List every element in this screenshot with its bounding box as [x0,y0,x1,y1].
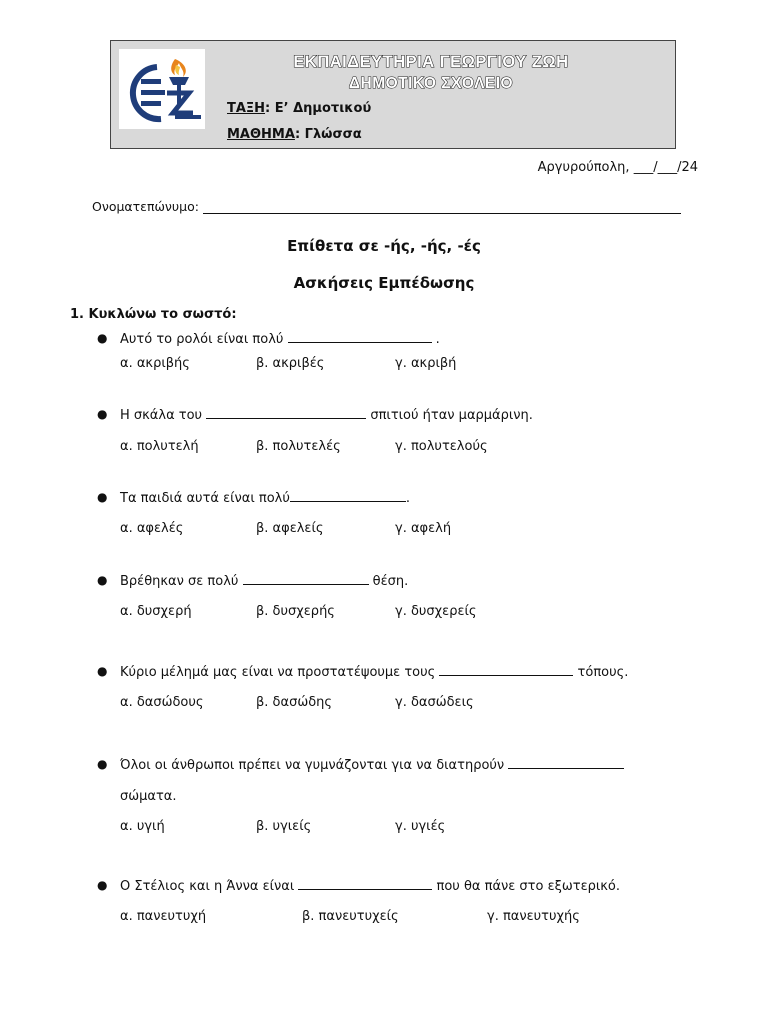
question-text [120,332,677,347]
answer-blank[interactable] [206,408,366,419]
school-name: ΕΚΠΑΙΔΕΥΤΗΡΙΑ ΓΕΩΡΓΙΟΥ ΖΩΗ [293,53,569,71]
answer-blank[interactable] [508,758,624,769]
option-a[interactable]: α. υγιή [120,819,165,834]
question-6-continuation [97,789,677,804]
answer-blank[interactable] [298,879,432,890]
option-c[interactable]: γ. πανευτυχής [487,909,580,924]
question-text-after: . [431,332,440,347]
option-a[interactable]: α. αφελές [120,521,184,536]
question-text-before: Αυτό το ρολόι είναι πολύ [120,332,288,347]
date-line: Αργυρούπολη, ___/___/24 [537,160,698,175]
worksheet-subtitle: Ασκήσεις Εμπέδωσης [293,274,475,292]
question-4 [97,574,677,589]
option-a[interactable]: α. πολυτελή [120,439,199,454]
answer-blank[interactable] [243,574,369,585]
answer-blank[interactable] [288,332,432,343]
question-text-before: Η σκάλα του [120,408,207,423]
question-1 [97,332,677,347]
question-text-before: Ο Στέλιος και η Άννα είναι [120,879,299,894]
question-continuation-text: σώματα. [120,789,177,804]
question-2 [97,408,677,423]
subject-label: ΜΑΘΗΜΑ [227,127,295,142]
worksheet-title: Επίθετα σε -ής, -ής, -ές [287,237,481,255]
question-text [120,758,677,773]
option-a[interactable]: α. δασώδους [120,695,204,710]
question-text-after: θέση. [368,574,409,589]
bullet-icon: ● [97,490,108,504]
question-text-before: Βρέθηκαν σε πολύ [120,574,243,589]
school-type: ΔΗΜΟΤΙΚΟ ΣΧΟΛΕΙΟ [348,75,514,92]
bullet-icon: ● [97,573,108,587]
name-blank[interactable] [203,202,681,214]
subject-line [227,127,362,142]
question-text-before: Όλοι οι άνθρωποι πρέπει να γυμνάζονται για να διατηρούν [120,758,509,773]
class-line [227,101,371,116]
option-b[interactable]: β. πολυτελές [256,439,341,454]
question-text [120,665,677,680]
option-b[interactable]: β. αφελείς [256,521,324,536]
question-5 [97,665,677,680]
option-b[interactable]: β. ακριβές [256,356,325,371]
answer-blank[interactable] [290,491,406,502]
class-value: : Ε’ Δημοτικού [265,101,372,116]
name-field[interactable] [92,199,681,214]
exercise-instruction: Κυκλώνω το σωστό: [88,307,237,322]
bullet-icon: ● [97,664,108,678]
answer-blank[interactable] [439,665,573,676]
question-text-after: . [405,491,411,506]
torch-logo-icon [119,49,205,129]
bullet-icon: ● [97,407,108,421]
subject-value: : Γλώσσα [294,127,362,142]
option-a[interactable]: α. δυσχερή [120,604,192,619]
question-text-before: Κύριο μέλημά μας είναι να προστατέψουμε τους [120,665,440,680]
option-c[interactable]: γ. υγιές [395,819,446,834]
bullet-icon: ● [97,878,108,892]
question-3 [97,491,677,506]
school-logo [119,49,205,129]
question-text [120,879,677,894]
option-c[interactable]: γ. δασώδεις [395,695,474,710]
name-label: Ονοματεπώνυμο: [92,199,199,214]
question-7 [97,879,677,894]
question-text [120,408,677,423]
option-c[interactable]: γ. πολυτελούς [395,439,488,454]
option-b[interactable]: β. πανευτυχείς [302,909,399,924]
class-label: ΤΑΞΗ [227,101,266,116]
question-text [120,574,677,589]
exercise-number: 1. [70,307,84,322]
option-a[interactable]: α. ακριβής [120,356,190,371]
question-text [120,491,677,506]
question-6 [97,758,677,773]
option-b[interactable]: β. υγιείς [256,819,312,834]
option-c[interactable]: γ. ακριβή [395,356,457,371]
option-b[interactable]: β. δυσχερής [256,604,335,619]
option-a[interactable]: α. πανευτυχή [120,909,207,924]
bullet-icon: ● [97,757,108,771]
option-c[interactable]: γ. δυσχερείς [395,604,477,619]
question-text-after: που θα πάνε στο εξωτερικό. [432,879,620,894]
option-b[interactable]: β. δασώδης [256,695,333,710]
option-c[interactable]: γ. αφελή [395,521,452,536]
exercise-heading [70,307,237,322]
school-header [110,40,676,149]
question-text-after: τόπους. [573,665,629,680]
bullet-icon: ● [97,331,108,345]
question-text-after: σπιτιού ήταν μαρμάρινη. [366,408,533,423]
question-text-before: Τα παιδιά αυτά είναι πολύ [120,491,290,506]
